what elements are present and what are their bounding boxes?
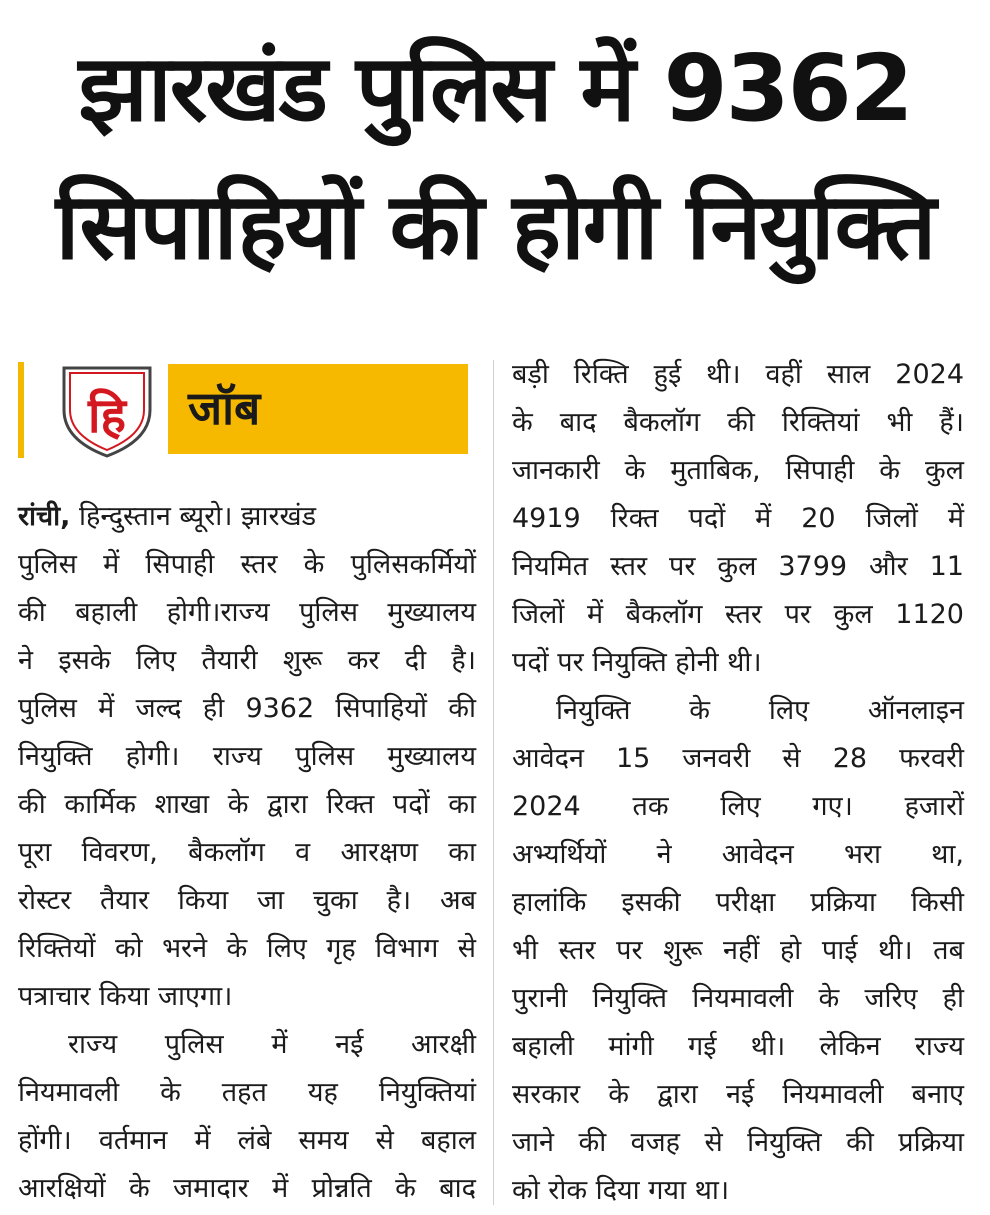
article-line: बड़ी रिक्ति हुई थी। वहीं साल 2024: [512, 359, 964, 390]
article-line-text: हिन्दुस्तान ब्यूरो। झारखंड: [79, 501, 317, 532]
article-line: नियमावली के तहत यह नियुक्तियां: [18, 1077, 476, 1108]
hindustan-logo-icon: [52, 362, 162, 458]
article-line: सरकार के द्वारा नई नियमावली बनाए: [512, 1079, 964, 1110]
article-line: पुरानी नियुक्ति नियमावली के जरिए ही: [512, 983, 964, 1014]
article-line: पूरा विवरण, बैकलॉग व आरक्षण का: [18, 837, 476, 868]
dateline: रांची,: [18, 501, 71, 532]
article-line: के बाद बैकलॉग की रिक्तियां भी हैं।: [512, 407, 964, 438]
article-line: जाने की वजह से नियुक्ति की प्रक्रिया: [512, 1127, 964, 1158]
article-line: आवेदन 15 जनवरी से 28 फरवरी: [512, 743, 964, 774]
article-line: राज्य पुलिस में नई आरक्षी: [68, 1029, 476, 1060]
article-line: जानकारी के मुताबिक, सिपाही के कुल: [512, 455, 964, 486]
article-line: [18, 496, 476, 538]
article-line: 4919 रिक्त पदों में 20 जिलों में: [512, 503, 964, 534]
column-divider: [493, 360, 494, 1205]
headline-line-2: सिपाहियों की होगी नियुक्ति: [55, 173, 935, 280]
article-line: जिलों में बैकलॉग स्तर पर कुल 1120: [512, 599, 964, 630]
job-tag: [18, 362, 468, 458]
article-line: रिक्तियों को भरने के लिए गृह विभाग से: [18, 933, 476, 964]
article-line: को रोक दिया गया था।: [512, 1175, 730, 1206]
article-line: ने इसके लिए तैयारी शुरू कर दी है।: [18, 645, 476, 676]
article-line: पुलिस में सिपाही स्तर के पुलिसकर्मियों: [18, 549, 476, 580]
article-line: 2024 तक लिए गए। हजारों: [512, 791, 964, 822]
article-line: अभ्यर्थियों ने आवेदन भरा था,: [512, 839, 964, 870]
article-line: रोस्टर तैयार किया जा चुका है। अब: [18, 885, 476, 916]
tag-label: जॉब: [188, 381, 261, 435]
article-line: पुलिस में जल्द ही 9362 सिपाहियों की: [18, 693, 476, 724]
article-line: की बहाली होगी।राज्य पुलिस मुख्यालय: [18, 597, 476, 628]
tag-accent-bar: [18, 362, 24, 458]
article-line: भी स्तर पर शुरू नहीं हो पाई थी। तब: [512, 935, 964, 966]
headline-line-1: झारखंड पुलिस में 9362: [78, 35, 912, 142]
article-line: हालांकि इसकी परीक्षा प्रक्रिया किसी: [512, 887, 964, 918]
article-line: नियुक्ति होगी। राज्य पुलिस मुख्यालय: [18, 741, 476, 772]
logo-letter: हि: [88, 388, 126, 444]
article-line: नियमित स्तर पर कुल 3799 और 11: [512, 551, 964, 582]
article-line: पत्राचार किया जाएगा।: [18, 981, 233, 1012]
article-line: होंगी। वर्तमान में लंबे समय से बहाल: [18, 1125, 476, 1156]
article-line: की कार्मिक शाखा के द्वारा रिक्त पदों का: [18, 789, 476, 820]
article-line: आरक्षियों के जमादार में प्रोन्नति के बाद: [18, 1173, 476, 1204]
article-line: बहाली मांगी गई थी। लेकिन राज्य: [512, 1031, 964, 1062]
article-line: नियुक्ति के लिए ऑनलाइन: [556, 695, 964, 726]
article-line: पदों पर नियुक्ति होनी थी।: [512, 647, 762, 678]
